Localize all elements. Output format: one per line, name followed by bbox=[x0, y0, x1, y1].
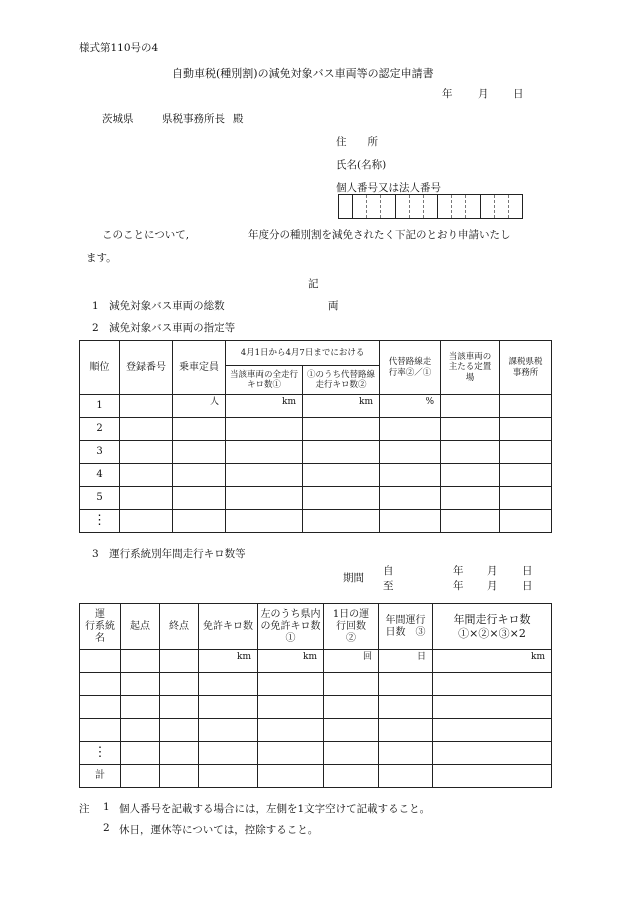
header-rate: 代替路線走行率②／① bbox=[380, 341, 441, 395]
header-annual-days: 年間運行日数 ③ bbox=[379, 604, 433, 650]
table-row bbox=[80, 673, 552, 696]
cell-registration[interactable] bbox=[120, 395, 173, 418]
id-digit[interactable] bbox=[451, 195, 465, 218]
id-digit[interactable] bbox=[395, 195, 409, 218]
note-1-number: 1 bbox=[103, 801, 110, 813]
row-ellipsis: ⋮ bbox=[80, 742, 121, 765]
header-start: 起点 bbox=[121, 604, 160, 650]
header-rank: 順位 bbox=[80, 341, 120, 395]
period-label: 期間 bbox=[343, 572, 364, 584]
cell-license-km-unit[interactable]: km bbox=[199, 650, 258, 673]
date-day: 日 bbox=[513, 88, 524, 100]
header-alt-km: ①のうち代替路線走行キロ数② bbox=[303, 366, 380, 395]
id-digit[interactable] bbox=[409, 195, 423, 218]
item2-label: 2 減免対象バス車両の指定等 bbox=[92, 322, 236, 334]
id-number-boxes[interactable] bbox=[338, 194, 523, 219]
id-digit[interactable] bbox=[494, 195, 508, 218]
header-end: 終点 bbox=[160, 604, 199, 650]
cell-capacity-unit[interactable]: 人 bbox=[173, 395, 226, 418]
row-number: 4 bbox=[80, 464, 120, 487]
period-from-year: 年 bbox=[453, 565, 464, 577]
id-digit[interactable] bbox=[465, 195, 479, 218]
table-row bbox=[80, 464, 552, 487]
row-number: 5 bbox=[80, 487, 120, 510]
row-total-label: 計 bbox=[80, 765, 121, 788]
addressee-prefecture: 茨城県 bbox=[102, 113, 134, 125]
route-mileage-table bbox=[79, 603, 552, 788]
addressee-honorific: 殿 bbox=[233, 113, 244, 125]
id-digit[interactable] bbox=[352, 195, 366, 218]
note-2-number: 2 bbox=[103, 822, 110, 834]
item3-label: 3 運行系統別年間走行キロ数等 bbox=[92, 548, 246, 560]
item1-label: 1 減免対象バス車両の総数 bbox=[92, 300, 225, 312]
id-digit[interactable] bbox=[339, 195, 352, 218]
applicant-id-label: 個人番号又は法人番号 bbox=[336, 182, 441, 194]
header-license-km: 免許キロ数 bbox=[199, 604, 258, 650]
form-number: 様式第110号の4 bbox=[79, 42, 159, 54]
table-row bbox=[80, 395, 552, 418]
bus-vehicles-table bbox=[79, 340, 552, 533]
note-2: 休日，運休等については，控除すること。 bbox=[119, 824, 319, 836]
row-ellipsis: ⋮ bbox=[80, 510, 120, 533]
item1-unit: 両 bbox=[328, 300, 339, 312]
page-title: 自動車税(種別割)の減免対象バス車両等の認定申請書 bbox=[172, 67, 434, 80]
header-route: 運 行系統名 bbox=[80, 604, 121, 650]
row-number: 2 bbox=[80, 418, 120, 441]
table-row bbox=[80, 441, 552, 464]
cell-total-km-unit[interactable]: km bbox=[226, 395, 303, 418]
id-digit[interactable] bbox=[480, 195, 494, 218]
body-text-1b: 年度分の種別割を減免されたく下記のとおり申請いたし bbox=[248, 229, 511, 241]
cell-annual-km-unit[interactable]: km bbox=[433, 650, 552, 673]
body-text-2: ます。 bbox=[86, 252, 117, 264]
header-period: 4月1日から4月7日までにおける bbox=[226, 341, 380, 366]
header-registration: 登録番号 bbox=[120, 341, 173, 395]
date-year: 年 bbox=[442, 88, 453, 100]
cell-daily-trips-unit[interactable]: 回 bbox=[324, 650, 379, 673]
table-row bbox=[80, 487, 552, 510]
applicant-name-label: 氏名(名称) bbox=[336, 159, 387, 171]
row-number: 1 bbox=[80, 395, 120, 418]
cell-garage[interactable] bbox=[441, 395, 500, 418]
period-from: 自 bbox=[383, 565, 394, 577]
header-capacity: 乗車定員 bbox=[173, 341, 226, 395]
period-from-month: 月 bbox=[487, 565, 498, 577]
header-daily-trips: 1日の運行回数 ② bbox=[324, 604, 379, 650]
header-total-km: 当該車両の全走行キロ数① bbox=[226, 366, 303, 395]
period-to-day: 日 bbox=[522, 580, 533, 592]
period-to-month: 月 bbox=[487, 580, 498, 592]
header-in-pref-km: 左のうち県内の免許キロ数 ① bbox=[258, 604, 324, 650]
cell-in-pref-km-unit[interactable]: km bbox=[258, 650, 324, 673]
id-digit[interactable] bbox=[366, 195, 380, 218]
header-garage: 当該車両の主たる定置場 bbox=[441, 341, 500, 395]
table-row bbox=[80, 510, 552, 533]
applicant-address-label: 住 所 bbox=[336, 136, 378, 148]
period-to-year: 年 bbox=[453, 580, 464, 592]
header-annual-km: 年間走行キロ数①×②×③×2 bbox=[433, 604, 552, 650]
id-digit[interactable] bbox=[437, 195, 451, 218]
ki-label: 記 bbox=[308, 278, 319, 290]
table-row bbox=[80, 742, 552, 765]
date-month: 月 bbox=[478, 88, 489, 100]
id-digit[interactable] bbox=[423, 195, 437, 218]
id-digit[interactable] bbox=[380, 195, 394, 218]
id-digit[interactable] bbox=[508, 195, 522, 218]
notes-heading: 注 bbox=[79, 803, 90, 815]
period-to: 至 bbox=[383, 580, 394, 592]
cell-alt-km-unit[interactable]: km bbox=[303, 395, 380, 418]
cell-rate-unit[interactable]: % bbox=[380, 395, 441, 418]
body-text-1a: このことについて, bbox=[102, 229, 190, 241]
period-from-day: 日 bbox=[522, 565, 533, 577]
cell-annual-days-unit[interactable]: 日 bbox=[379, 650, 433, 673]
table-row bbox=[80, 650, 552, 673]
table-row bbox=[80, 696, 552, 719]
note-1: 個人番号を記載する場合には，左側を1文字空けて記載すること。 bbox=[119, 803, 431, 815]
cell-office[interactable] bbox=[500, 395, 552, 418]
table-row bbox=[80, 418, 552, 441]
row-number: 3 bbox=[80, 441, 120, 464]
table-row bbox=[80, 719, 552, 742]
table-row-total bbox=[80, 765, 552, 788]
addressee-office: 県税事務所長 bbox=[162, 113, 225, 125]
header-office: 課税県税事務所 bbox=[500, 341, 552, 395]
